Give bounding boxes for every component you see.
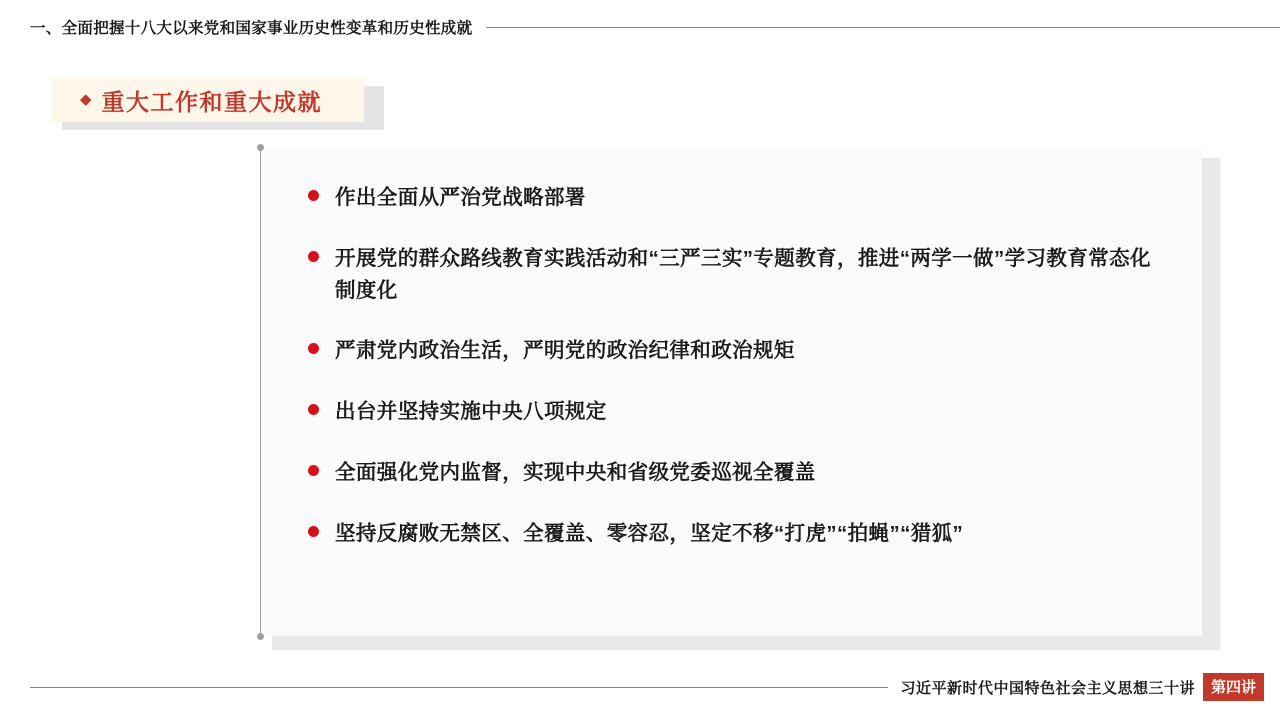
header-divider bbox=[486, 27, 1280, 28]
section-tag-label: 重大工作和重大成就 bbox=[101, 88, 323, 115]
section-tag-body bbox=[52, 78, 364, 122]
diamond-icon: ◆ bbox=[80, 90, 92, 108]
footer-divider bbox=[30, 687, 888, 688]
slide-footer bbox=[0, 674, 1280, 700]
list-item bbox=[308, 457, 1168, 489]
bullet-dot-icon bbox=[308, 251, 319, 262]
bullet-dot-icon bbox=[308, 526, 319, 537]
list-item bbox=[308, 243, 1168, 307]
list-item bbox=[308, 335, 1168, 367]
card-left-accent-line bbox=[260, 148, 261, 636]
bullet-dot-icon bbox=[308, 465, 319, 476]
bullet-dot-icon bbox=[308, 190, 319, 201]
list-item bbox=[308, 182, 1168, 214]
section-tag bbox=[52, 78, 382, 124]
list-item-text: 坚持反腐败无禁区、全覆盖、零容忍，坚定不移“打虎”“拍蝇”“猎狐” bbox=[335, 521, 964, 545]
content-card-body bbox=[260, 148, 1202, 636]
list-item bbox=[308, 396, 1168, 428]
bullet-list bbox=[308, 182, 1168, 549]
footer-lecture-badge: 第四讲 bbox=[1203, 673, 1264, 701]
content-card bbox=[260, 148, 1210, 642]
list-item-text: 作出全面从严治党战略部署 bbox=[335, 186, 586, 209]
bullet-dot-icon bbox=[308, 404, 319, 415]
list-item-text: 严肃党内政治生活，严明党的政治纪律和政治规矩 bbox=[335, 339, 795, 363]
header-title: 一、全面把握十八大以来党和国家事业历史性变革和历史性成就 bbox=[30, 20, 473, 37]
footer-title: 习近平新时代中国特色社会主义思想三十讲 bbox=[900, 679, 1195, 697]
list-item bbox=[308, 518, 1168, 550]
corner-dot-top-icon bbox=[257, 144, 264, 151]
list-item-text: 出台并坚持实施中央八项规定 bbox=[335, 400, 607, 424]
list-item-text: 开展党的群众路线教育实践活动和“三严三实”专题教育，推进“两学一做”学习教育常态化制度化 bbox=[335, 246, 1151, 302]
corner-dot-bottom-icon bbox=[257, 633, 264, 640]
bullet-dot-icon bbox=[308, 343, 319, 354]
slide-header bbox=[0, 14, 1280, 40]
list-item-text: 全面强化党内监督，实现中央和省级党委巡视全覆盖 bbox=[335, 460, 816, 484]
